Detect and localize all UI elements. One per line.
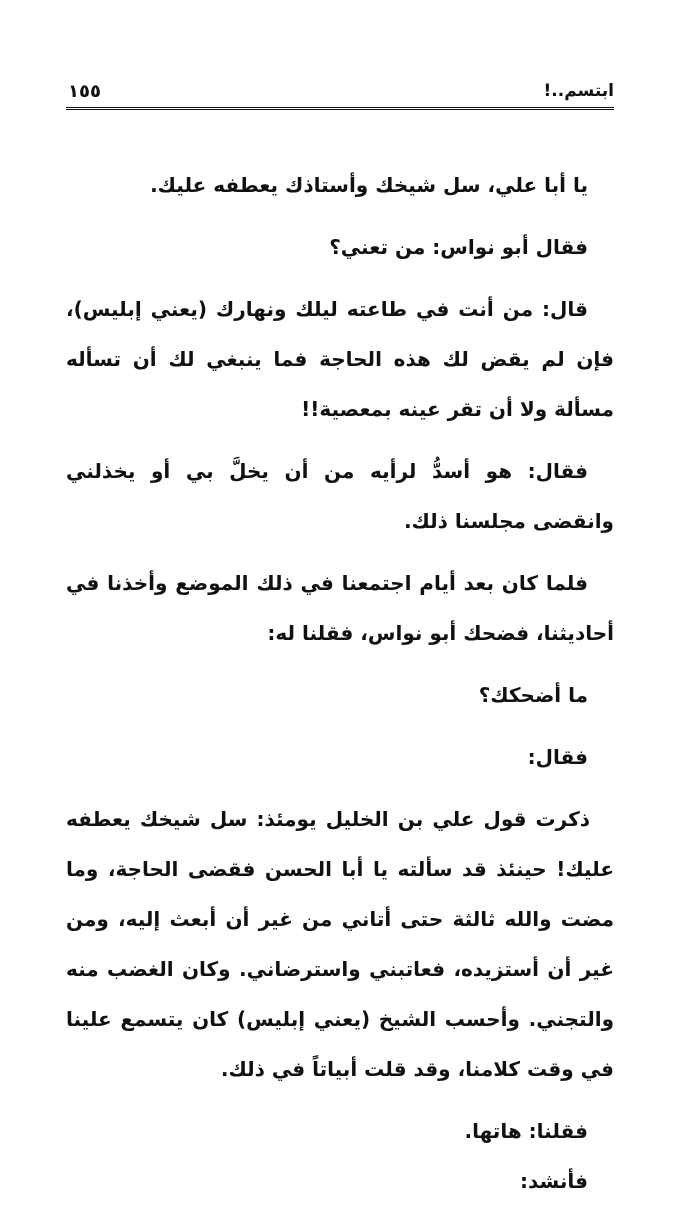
header-divider [66, 107, 614, 110]
paragraph: قال: من أنت في طاعته ليلك ونهارك (يعني إبليس)، فإن لم يقض لك هذه الحاجة فما ينبغي لك أن تسأله مسألة ولا أن تقر عينه بمعصية!! [66, 297, 614, 421]
paragraph: فقلنا: هاتها. [464, 1119, 588, 1143]
paragraph: فلما كان بعد أيام اجتمعنا في ذلك الموضع وأخذنا في أحاديثنا، فضحك أبو نواس، فقلنا له: [66, 571, 614, 645]
paragraph: فقال أبو نواس: من تعني؟ [329, 235, 588, 259]
paragraph: فأنشد: [519, 1169, 588, 1193]
paragraph: فقال: [527, 745, 588, 769]
paragraph: ذكرت قول علي بن الخليل يومئذ: سل شيخك يعطفه عليك! حينئذ قد سألته يا أبا الحسن فقضى الحاجة، وما مضت والله ثالثة حتى أتاني من غير أن أبعث إليه، ومن غير أن أستزيده، فعاتبني واسترضاني. وكان الغضب منه والتجني. وأحسب الشيخ (يعني إبليس) كان يتسمع علينا في وقت كلامنا، وقد قلت أبياتاً في ذلك. [66, 807, 614, 1081]
page-number: ١٥٥ [68, 80, 101, 102]
body-text [66, 160, 614, 1206]
page-header [68, 76, 614, 106]
paragraph: فقال: هو أسدُّ لرأيه من أن يخلَّ بي أو يخذلني وانقضى مجلسنا ذلك. [66, 459, 614, 533]
running-title: ابتسم..! [543, 81, 614, 101]
paragraph: ما أضحكك؟ [478, 683, 588, 707]
paragraph: يا أبا علي، سل شيخك وأستاذك يعطفه عليك. [150, 173, 588, 197]
